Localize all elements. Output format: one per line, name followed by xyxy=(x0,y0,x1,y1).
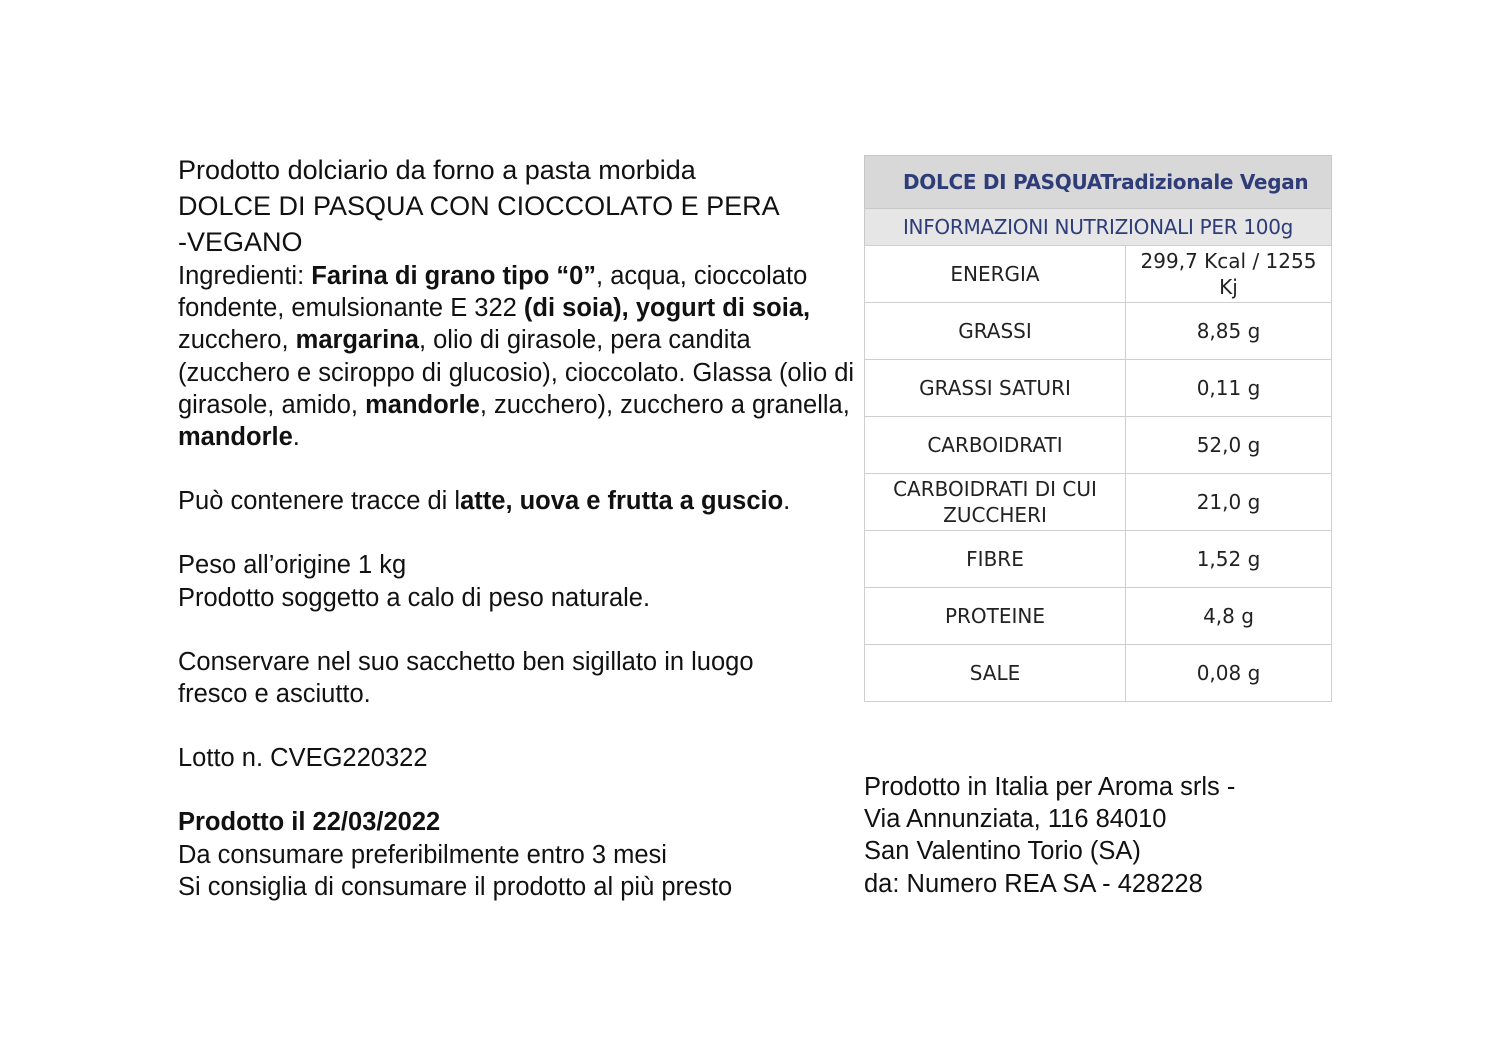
nutrient-label: FIBRE xyxy=(865,531,1126,588)
ingredients-label: Ingredienti: xyxy=(178,262,312,290)
traces-text: . xyxy=(783,487,791,516)
ingredients-text: , zucchero), zucchero a granella, xyxy=(479,390,850,419)
nutrient-value: 0,08 g xyxy=(1126,645,1332,702)
ingredients-text: zucchero, xyxy=(178,326,296,355)
table-row xyxy=(865,303,1332,360)
production-date xyxy=(178,806,858,838)
consume-advice: Si consiglia di consumare il prodotto al più presto xyxy=(178,872,733,901)
traces-text: Può contenere tracce di l xyxy=(178,487,461,516)
product-variant: -VEGANO xyxy=(178,227,303,257)
table-row xyxy=(865,417,1332,474)
nutrient-label: GRASSI SATURI xyxy=(865,360,1126,417)
ingredients-text: . xyxy=(292,423,300,452)
allergen-text: mandorle xyxy=(178,423,293,452)
product-description xyxy=(178,152,858,903)
nutrient-label: ENERGIA xyxy=(865,246,1126,303)
weight-note: Prodotto soggetto a calo di peso naturale. xyxy=(178,583,651,612)
product-type: Prodotto dolciario da forno a pasta morbida xyxy=(178,155,696,185)
nutrition-grid xyxy=(864,245,1332,702)
nutrient-label: PROTEINE xyxy=(865,588,1126,645)
nutrient-value: 1,52 g xyxy=(1126,531,1332,588)
traces-allergens: atte, uova e frutta a guscio xyxy=(460,487,784,516)
table-row xyxy=(865,474,1332,531)
nutrient-value: 4,8 g xyxy=(1126,588,1332,645)
nutrient-label: CARBOIDRATI xyxy=(865,417,1126,474)
nutrient-value: 299,7 Kcal / 1255 Kj xyxy=(1126,246,1332,303)
table-row xyxy=(865,246,1332,303)
producer-line: Prodotto in Italia per Aroma srls - xyxy=(864,773,1236,801)
nutrition-table xyxy=(864,155,1332,702)
best-before: Da consumare preferibilmente entro 3 mesi xyxy=(178,840,667,869)
producer-rea: da: Numero REA SA - 428228 xyxy=(864,869,1203,898)
nutrient-label: GRASSI xyxy=(865,303,1126,360)
nutrient-value: 21,0 g xyxy=(1126,474,1332,531)
ingredients-text: , olio di girasole, pera candita (zucchero e sciroppo di glucosio), cioccolato. Glassa (olio di girasole, amido, xyxy=(178,326,855,419)
table-row xyxy=(865,531,1332,588)
producer-city: San Valentino Torio (SA) xyxy=(864,837,1141,866)
ingredients xyxy=(178,260,858,453)
ingredients-text: , acqua, cioccolato fondente, emulsionante E 322 xyxy=(178,262,808,323)
nutrition-table-subtitle: INFORMAZIONI NUTRIZIONALI PER 100g xyxy=(864,209,1332,245)
producer-address: Via Annunziata, 116 84010 xyxy=(864,805,1167,834)
production-date-text: Prodotto il 22/03/2022 xyxy=(178,808,441,837)
allergen-text: margarina xyxy=(295,326,419,355)
weight-line: Peso all’origine 1 kg xyxy=(178,551,407,580)
traces-warning xyxy=(178,485,858,517)
table-row xyxy=(865,360,1332,417)
product-name: DOLCE DI PASQUA CON CIOCCOLATO E PERA xyxy=(178,191,780,221)
storage-line: fresco e asciutto. xyxy=(178,680,371,709)
nutrient-value: 8,85 g xyxy=(1126,303,1332,360)
storage-line: Conservare nel suo sacchetto ben sigillato in luogo xyxy=(178,647,754,676)
nutrient-label: CARBOIDRATI DI CUI ZUCCHERI xyxy=(865,474,1126,531)
nutrient-value: 0,11 g xyxy=(1126,360,1332,417)
nutrition-table-title: DOLCE DI PASQUATradizionale Vegan xyxy=(864,155,1332,209)
table-row xyxy=(865,645,1332,702)
lot-number: Lotto n. CVEG220322 xyxy=(178,744,428,773)
nutrient-value: 52,0 g xyxy=(1126,417,1332,474)
nutrient-label: SALE xyxy=(865,645,1126,702)
allergen-text: (di soia), yogurt di soia, xyxy=(523,294,811,323)
allergen-text: Farina di grano tipo “0” xyxy=(311,262,597,290)
table-row xyxy=(865,588,1332,645)
producer-info xyxy=(864,771,1464,900)
allergen-text: mandorle xyxy=(365,390,480,419)
